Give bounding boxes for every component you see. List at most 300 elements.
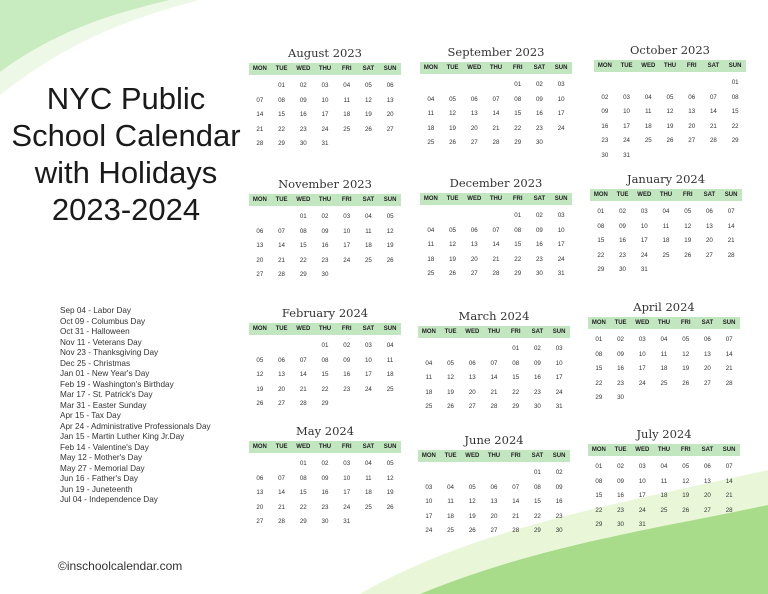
weekday-label: MON (593, 192, 608, 198)
day-cell: 03 (623, 93, 630, 101)
day-cell: 09 (535, 95, 543, 103)
weekday-label: SUN (383, 197, 397, 203)
day-cell: 20 (470, 124, 478, 132)
day-cell: 13 (703, 350, 711, 358)
day-cell: 19 (682, 365, 690, 372)
day-cell: 29 (299, 271, 307, 278)
day-cell: 06 (703, 336, 711, 343)
day-cell: 12 (449, 241, 456, 248)
day-cell: 17 (364, 371, 372, 378)
day-cell: 11 (343, 96, 350, 104)
day-cell: 13 (688, 108, 696, 115)
month-title: April 2024 (633, 300, 695, 314)
day-cell: 30 (299, 140, 307, 147)
month-title: September 2023 (447, 45, 545, 59)
day-cell: 27 (470, 270, 478, 277)
day-cell: 09 (321, 227, 329, 235)
day-cell: 01 (597, 208, 605, 215)
day-cell: 24 (623, 137, 630, 144)
day-cell: 15 (595, 365, 603, 372)
empty-day-cell (681, 76, 703, 91)
day-cell: 06 (490, 483, 498, 491)
empty-day-cell (442, 209, 464, 224)
holiday-item: May 27 - Memorial Day (60, 463, 145, 473)
weekday-label: MON (421, 453, 436, 459)
day-cell: 30 (601, 151, 609, 159)
empty-day-cell (420, 209, 442, 224)
empty-day-cell (418, 342, 440, 357)
day-cell: 08 (321, 356, 329, 364)
weekday-label: WED (635, 320, 650, 326)
day-cell: 01 (533, 469, 541, 476)
day-cell: 23 (535, 255, 543, 263)
day-cell: 05 (684, 208, 692, 215)
day-cell: 07 (299, 356, 307, 364)
day-cell: 25 (660, 506, 668, 514)
day-cell: 10 (638, 477, 646, 485)
day-cell: 29 (595, 521, 603, 528)
title-line: NYC Public (46, 81, 206, 116)
day-cell: 08 (514, 226, 522, 234)
month-title: August 2023 (288, 46, 362, 60)
month-title: March 2024 (458, 309, 530, 323)
day-cell: 14 (256, 111, 264, 118)
day-cell: 09 (535, 226, 543, 234)
day-cell: 31 (638, 521, 646, 528)
weekday-header (420, 193, 572, 205)
weekday-label: FRI (682, 192, 693, 198)
weekday-label: THU (489, 196, 503, 202)
day-cell: 29 (299, 518, 307, 525)
day-cell: 24 (343, 503, 351, 511)
weekday-label: FRI (680, 320, 691, 326)
day-cell: 27 (688, 137, 696, 144)
day-cell: 18 (427, 255, 435, 263)
weekday-label: SUN (722, 320, 736, 326)
day-cell: 14 (512, 498, 520, 505)
day-cell: 25 (447, 527, 454, 534)
day-cell: 20 (703, 492, 711, 499)
day-grid (594, 76, 746, 163)
day-cell: 18 (386, 371, 394, 378)
day-cell: 15 (731, 108, 739, 115)
day-cell: 12 (386, 474, 394, 482)
holiday-item: Mar 31 - Easter Sunday (60, 400, 147, 410)
day-cell: 20 (468, 388, 476, 396)
holiday-item: Jan 01 - New Year's Day (60, 369, 150, 378)
page-title (6, 80, 246, 228)
day-cell: 01 (299, 213, 307, 220)
day-cell: 01 (514, 212, 522, 219)
day-cell: 02 (555, 469, 563, 476)
weekday-label: SAT (703, 192, 716, 198)
weekday-label: THU (663, 63, 677, 69)
weekday-label: THU (318, 66, 332, 72)
month-calendar (418, 308, 570, 415)
weekday-label: WED (467, 196, 482, 202)
weekday-header (594, 60, 746, 72)
day-cell: 16 (535, 110, 543, 117)
day-cell: 23 (619, 251, 626, 259)
day-cell: 30 (533, 403, 541, 410)
empty-day-cell (485, 78, 507, 93)
day-cell: 02 (299, 82, 307, 89)
day-grid (249, 457, 401, 530)
day-cell: 08 (597, 222, 605, 230)
day-cell: 20 (278, 385, 285, 393)
day-cell: 21 (278, 503, 285, 511)
day-cell: 19 (682, 492, 690, 499)
weekday-label: WED (465, 329, 480, 335)
weekday-label: TUE (614, 320, 627, 326)
weekday-label: SAT (533, 196, 546, 202)
empty-day-cell (418, 466, 440, 481)
weekday-label: MON (423, 196, 438, 202)
day-cell: 09 (533, 359, 541, 367)
day-cell: 12 (449, 110, 456, 117)
weekday-label: WED (465, 453, 480, 459)
day-cell: 19 (364, 111, 372, 118)
day-cell: 27 (705, 251, 713, 259)
day-grid (588, 333, 740, 406)
weekday-label: MON (252, 444, 267, 450)
day-cell: 07 (492, 226, 500, 234)
day-cell: 25 (662, 251, 670, 259)
day-cell: 02 (343, 342, 351, 349)
day-grid (420, 78, 572, 151)
weekday-label: WED (467, 65, 482, 71)
month-calendar (249, 305, 401, 412)
day-cell: 25 (425, 403, 433, 410)
day-cell: 14 (492, 110, 500, 117)
day-cell: 22 (595, 506, 603, 514)
month-title: January 2024 (626, 172, 706, 186)
day-cell: 09 (299, 96, 307, 104)
day-cell: 23 (321, 256, 329, 264)
day-cell: 05 (666, 93, 674, 101)
day-cell: 12 (684, 222, 692, 230)
day-cell: 22 (321, 385, 329, 393)
day-cell: 10 (557, 95, 565, 103)
day-cell: 01 (321, 342, 329, 349)
day-cell: 04 (427, 226, 435, 234)
day-cell: 30 (619, 266, 626, 273)
day-cell: 07 (278, 474, 285, 482)
day-cell: 13 (256, 242, 264, 249)
day-cell: 14 (727, 222, 735, 230)
weekday-label: SUN (724, 192, 738, 198)
day-cell: 23 (321, 503, 329, 511)
empty-day-cell (271, 210, 293, 225)
day-cell: 10 (425, 498, 433, 505)
weekday-label: WED (296, 326, 311, 332)
day-cell: 19 (468, 512, 476, 520)
empty-day-cell (440, 342, 462, 357)
month-calendar (420, 44, 572, 151)
day-cell: 07 (278, 227, 285, 235)
day-cell: 02 (535, 212, 543, 219)
weekday-label: SUN (383, 66, 397, 72)
day-cell: 23 (343, 385, 351, 393)
day-cell: 03 (640, 208, 648, 215)
day-cell: 16 (617, 492, 624, 499)
day-cell: 06 (386, 82, 394, 89)
day-cell: 29 (512, 403, 520, 410)
weekday-label: WED (641, 63, 656, 69)
day-cell: 04 (660, 336, 668, 343)
empty-day-cell (440, 466, 462, 481)
weekday-label: SUN (728, 63, 742, 69)
day-cell: 21 (278, 256, 285, 264)
day-cell: 25 (660, 379, 668, 387)
day-cell: 04 (364, 460, 372, 467)
day-cell: 20 (688, 122, 696, 130)
weekday-label: TUE (275, 66, 288, 72)
day-cell: 20 (490, 512, 498, 520)
day-cell: 26 (447, 403, 454, 410)
day-cell: 02 (321, 460, 329, 467)
month-calendar (588, 299, 740, 406)
day-cell: 10 (321, 96, 329, 104)
weekday-header (249, 194, 401, 206)
weekday-label: THU (318, 326, 332, 332)
holiday-item: Mar 17 - St. Patrick's Day (60, 390, 153, 399)
holiday-item: May 12 - Mother's Day (60, 453, 143, 462)
holiday-item: Apr 24 - Administrative Professionals Day (60, 421, 211, 431)
day-cell: 07 (492, 95, 500, 103)
weekday-label: SUN (383, 444, 397, 450)
day-cell: 14 (725, 350, 733, 358)
weekday-label: MON (423, 65, 438, 71)
day-cell: 24 (555, 388, 563, 396)
day-grid (249, 210, 401, 283)
day-cell: 26 (468, 527, 476, 534)
day-cell: 09 (321, 474, 329, 482)
day-cell: 24 (640, 251, 648, 259)
day-cell: 13 (703, 477, 711, 485)
weekday-header (249, 63, 401, 75)
day-cell: 15 (597, 237, 605, 244)
day-cell: 09 (617, 350, 624, 358)
day-cell: 29 (321, 400, 329, 407)
day-cell: 20 (256, 503, 264, 511)
empty-day-cell (461, 342, 483, 357)
weekday-label: SAT (701, 320, 714, 326)
empty-day-cell (485, 209, 507, 224)
day-cell: 22 (514, 124, 522, 132)
day-cell: 24 (364, 385, 372, 393)
day-cell: 26 (364, 125, 372, 133)
day-cell: 03 (425, 483, 433, 491)
day-cell: 27 (256, 518, 264, 525)
day-cell: 20 (703, 365, 711, 372)
weekday-label: THU (657, 320, 671, 326)
weekday-label: FRI (341, 326, 352, 332)
day-cell: 27 (468, 403, 476, 410)
day-grid (420, 209, 572, 282)
day-cell: 07 (512, 483, 520, 491)
weekday-label: FRI (510, 453, 521, 459)
day-cell: 16 (321, 242, 329, 249)
day-cell: 18 (447, 512, 454, 520)
day-cell: 17 (343, 489, 351, 496)
weekday-label: SAT (362, 197, 375, 203)
day-cell: 06 (278, 356, 285, 364)
day-cell: 25 (386, 385, 394, 393)
day-cell: 31 (640, 266, 648, 273)
holiday-list (60, 306, 211, 506)
day-cell: 29 (278, 140, 285, 147)
weekday-label: TUE (444, 329, 457, 335)
day-cell: 26 (256, 400, 264, 407)
weekday-label: WED (637, 192, 652, 198)
weekday-label: THU (657, 447, 671, 453)
day-cell: 18 (660, 492, 668, 499)
empty-day-cell (703, 76, 725, 91)
day-cell: 04 (343, 82, 351, 89)
day-cell: 17 (343, 242, 351, 249)
day-cell: 22 (512, 388, 520, 396)
day-cell: 04 (386, 342, 394, 349)
day-cell: 11 (660, 350, 668, 358)
day-cell: 28 (278, 518, 285, 525)
day-cell: 15 (595, 492, 603, 499)
day-cell: 16 (533, 374, 541, 381)
day-cell: 08 (533, 483, 541, 491)
month-title: February 2024 (281, 306, 369, 320)
weekday-label: TUE (614, 447, 627, 453)
day-cell: 18 (343, 111, 351, 118)
day-cell: 30 (535, 270, 543, 277)
day-cell: 14 (492, 241, 500, 248)
weekday-label: MON (421, 329, 436, 335)
day-cell: 26 (666, 137, 674, 144)
day-cell: 26 (682, 379, 690, 387)
day-cell: 23 (535, 124, 543, 132)
day-cell: 12 (666, 108, 674, 115)
day-cell: 10 (638, 350, 646, 358)
weekday-label: FRI (512, 65, 523, 71)
day-cell: 04 (364, 213, 372, 220)
weekday-label: SAT (531, 329, 544, 335)
day-cell: 10 (343, 474, 351, 482)
weekday-label: THU (487, 329, 501, 335)
day-grid (588, 460, 740, 533)
day-cell: 22 (731, 122, 739, 130)
day-cell: 26 (682, 506, 690, 514)
weekday-label: MON (591, 447, 606, 453)
day-cell: 16 (619, 237, 626, 244)
empty-day-cell (659, 76, 681, 91)
day-cell: 25 (644, 137, 652, 144)
day-cell: 03 (638, 336, 646, 343)
title-line: 2023-2024 (51, 192, 201, 227)
day-cell: 14 (299, 371, 307, 378)
day-cell: 29 (533, 527, 541, 534)
day-cell: 29 (731, 137, 739, 144)
day-cell: 28 (278, 271, 285, 278)
weekday-label: FRI (510, 329, 521, 335)
day-cell: 18 (425, 388, 433, 396)
day-cell: 30 (321, 518, 329, 525)
holiday-item: Nov 11 - Veterans Day (60, 337, 142, 347)
day-cell: 26 (684, 251, 692, 259)
day-cell: 08 (299, 227, 307, 235)
weekday-label: MON (252, 66, 267, 72)
day-cell: 25 (427, 139, 435, 146)
day-cell: 31 (557, 270, 565, 277)
day-cell: 30 (535, 139, 543, 146)
day-cell: 17 (623, 122, 630, 130)
day-cell: 02 (617, 463, 624, 470)
day-cell: 15 (299, 242, 307, 249)
month-title: June 2024 (464, 433, 524, 447)
day-cell: 13 (470, 241, 478, 248)
day-cell: 07 (725, 463, 733, 470)
day-cell: 05 (468, 483, 476, 491)
day-cell: 16 (617, 365, 624, 372)
day-cell: 08 (595, 477, 603, 485)
day-cell: 27 (703, 506, 711, 514)
day-cell: 01 (595, 463, 603, 470)
month-calendar (594, 42, 746, 163)
day-cell: 29 (595, 394, 603, 401)
day-cell: 23 (299, 125, 307, 133)
day-cell: 22 (533, 512, 541, 520)
holiday-item: Sep 04 - Labor Day (60, 306, 132, 315)
day-cell: 12 (364, 96, 372, 104)
empty-day-cell (442, 78, 464, 93)
day-cell: 01 (278, 82, 285, 89)
day-cell: 01 (514, 81, 522, 88)
day-cell: 21 (512, 512, 520, 520)
day-cell: 17 (425, 512, 433, 520)
month-title: October 2023 (629, 43, 710, 57)
day-cell: 03 (343, 460, 351, 467)
weekday-label: WED (296, 66, 311, 72)
day-cell: 27 (490, 527, 498, 534)
day-cell: 10 (623, 108, 630, 115)
day-cell: 14 (490, 374, 498, 381)
weekday-label: SAT (362, 444, 375, 450)
day-cell: 16 (321, 489, 329, 496)
day-cell: 18 (662, 237, 670, 244)
day-cell: 18 (660, 365, 668, 372)
empty-day-cell (292, 339, 314, 354)
weekday-label: TUE (620, 63, 633, 69)
day-cell: 10 (343, 227, 351, 235)
day-cell: 08 (299, 474, 307, 482)
weekday-header (418, 326, 570, 338)
day-cell: 26 (386, 503, 394, 511)
day-cell: 25 (364, 256, 372, 264)
day-cell: 02 (533, 345, 541, 352)
day-cell: 06 (256, 227, 264, 235)
day-cell: 25 (427, 270, 435, 277)
day-cell: 15 (514, 241, 522, 248)
empty-day-cell (249, 79, 271, 94)
weekday-label: SAT (701, 447, 714, 453)
day-grid (590, 205, 742, 278)
holiday-item: Oct 31 - Halloween (60, 327, 130, 336)
day-cell: 06 (470, 226, 478, 234)
day-cell: 19 (449, 255, 456, 263)
day-cell: 22 (278, 125, 285, 133)
day-cell: 11 (365, 227, 372, 235)
month-calendar (418, 432, 570, 539)
day-cell: 05 (682, 463, 690, 470)
day-cell: 13 (386, 96, 394, 104)
